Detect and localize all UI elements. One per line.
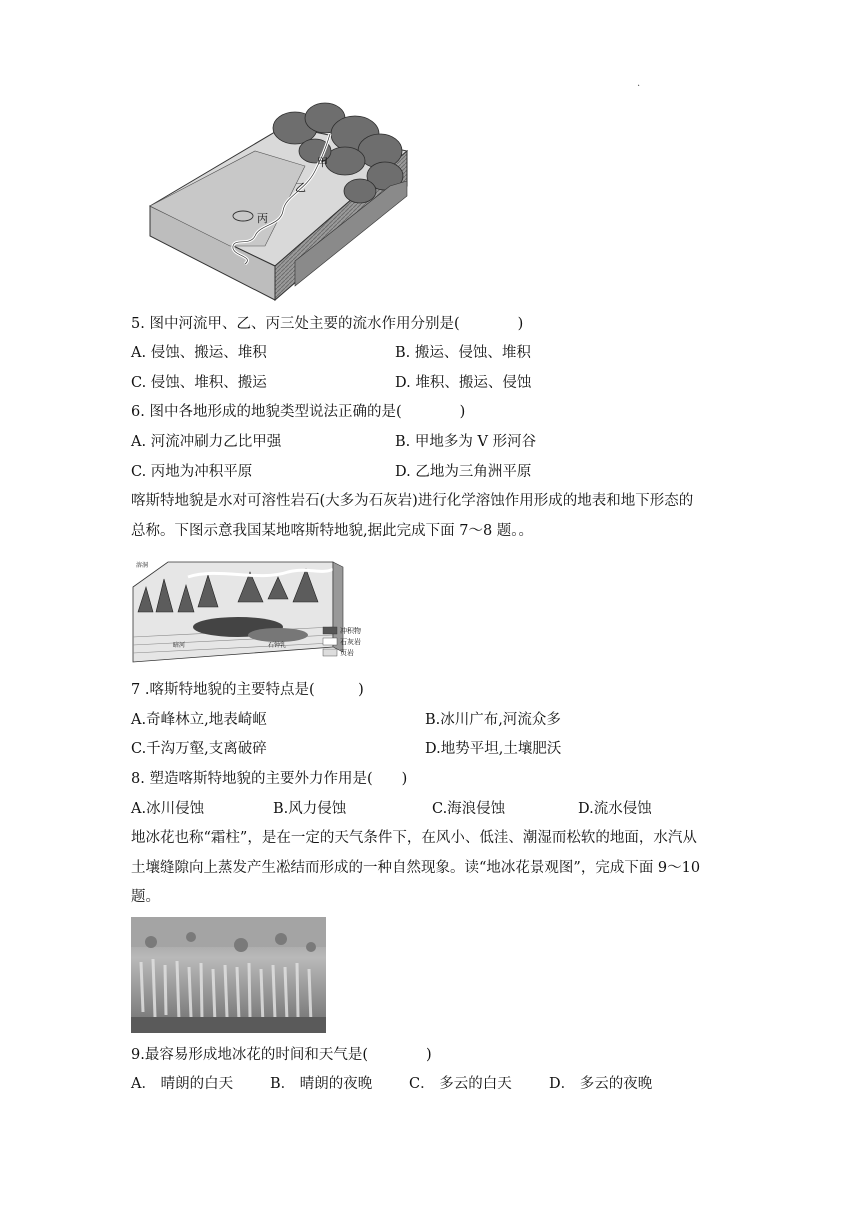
q8-option-c: C.海浪侵蚀 — [432, 801, 506, 817]
q9-option-d: D． 多云的夜晚 — [549, 1076, 653, 1092]
q7-option-c: C.千沟万壑,支离破碎 — [131, 741, 267, 757]
q9-option-a: A． 晴朗的白天 — [131, 1076, 234, 1092]
q6-stem: 6. 图中各地形成的地貌类型说法正确的是( ) — [131, 404, 466, 420]
q5-option-d: D. 堆积、搬运、侵蚀 — [395, 375, 532, 391]
passage2-line2: 土壤缝隙向上蒸发产生凇结而形成的一种自然现象。读“地冰花景观图”，完成下面 9～10 — [131, 860, 701, 876]
label-jia: 甲 — [317, 156, 328, 169]
q8-option-b: B.风力侵蚀 — [273, 801, 347, 817]
q8-option-a: A.冰川侵蚀 — [131, 801, 205, 817]
q5-option-b: B. 搬运、侵蚀、堆积 — [395, 345, 531, 361]
legend-sediment: 冲积物 — [340, 627, 361, 635]
river-block-diagram — [145, 96, 415, 302]
q5-option-c: C. 侵蚀、堆积、搬运 — [131, 375, 267, 391]
passage2-line1: 地冰花也称“霜柱”，是在一定的天气条件下，在风小、低洼、潮湿而松软的地面，水汽从 — [131, 830, 697, 846]
q6-option-c: C. 丙地为冲积平原 — [131, 464, 253, 480]
q7-stem: 7 .喀斯特地貌的主要特点是( ) — [131, 682, 364, 698]
q5-stem: 5. 图中河流甲、乙、丙三处主要的流水作用分别是( ) — [131, 316, 524, 332]
label-stalactite: 石钟乳 — [268, 642, 287, 649]
label-cave: 溶洞 — [136, 562, 149, 569]
q7-option-a: A.奇峰林立,地表崎岖 — [131, 712, 267, 728]
legend-shale: 页岩 — [340, 649, 354, 657]
q7-option-b: B.冰川广布,河流众多 — [425, 712, 561, 728]
ice-flower-photo — [131, 917, 326, 1033]
karst-block-diagram — [128, 557, 388, 667]
passage1-line1: 喀斯特地貌是水对可溶性岩石(大多为石灰岩)进行化学溶蚀作用形成的地表和地下形态的 — [131, 493, 694, 509]
passage1-line2: 总称。下图示意我国某地喀斯特地貌,据此完成下面 7～8 题。。 — [131, 523, 534, 539]
q5-option-a: A. 侵蚀、搬运、堆积 — [131, 345, 267, 361]
q9-stem: 9.最容易形成地冰花的时间和天气是( ) — [131, 1047, 432, 1063]
q8-stem: 8. 塑造喀斯特地貌的主要外力作用是( ) — [131, 771, 408, 787]
q6-option-a: A. 河流冲刷力乙比甲强 — [131, 434, 282, 450]
legend — [323, 626, 361, 657]
q6-option-b: B. 甲地多为 V 形河谷 — [395, 434, 537, 450]
stray-mark: . — [637, 78, 641, 89]
label-underground-river: 暗河 — [173, 642, 186, 649]
label-yi: 乙 — [295, 181, 306, 194]
q7-option-d: D.地势平坦,土壤肥沃 — [425, 741, 562, 757]
q6-option-d: D. 乙地为三角洲平原 — [395, 464, 532, 480]
legend-limestone: 石灰岩 — [340, 638, 361, 646]
label-bing: 丙 — [257, 212, 268, 225]
q9-option-b: B． 晴朗的夜晚 — [270, 1076, 373, 1092]
q9-option-c: C． 多云的白天 — [409, 1076, 512, 1092]
q8-option-d: D.流水侵蚀 — [578, 801, 652, 817]
passage2-line3: 题。 — [131, 889, 160, 905]
